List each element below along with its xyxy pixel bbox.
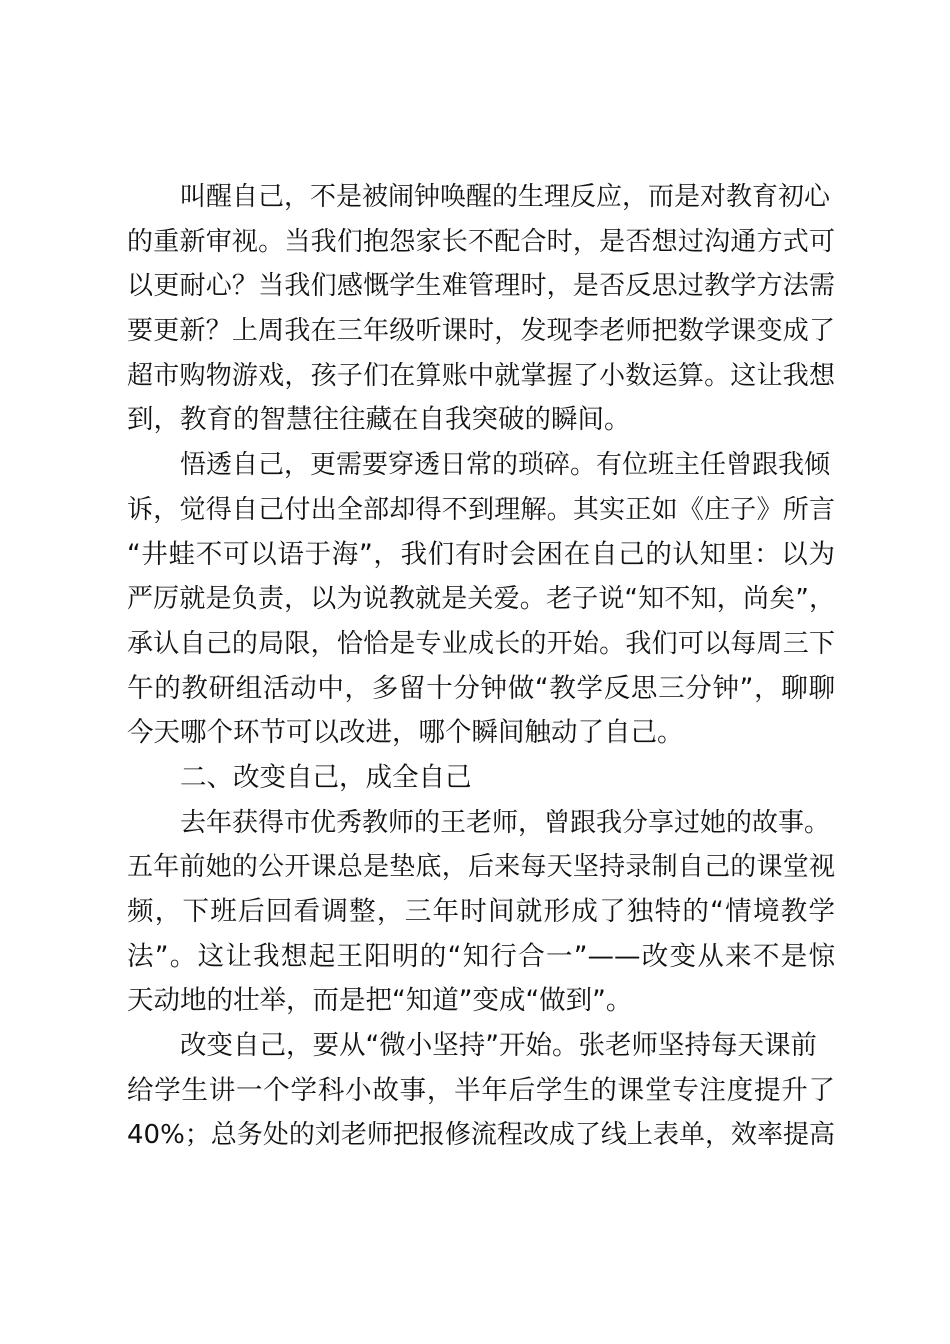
paragraph-line: 严厉就是负责，以为说教就是关爱。老子说“知不知，尚矣”， <box>127 584 835 615</box>
paragraph-line: 叫醒自己，不是被闹钟唤醒的生理反应，而是对教育初心 <box>180 182 831 212</box>
paragraph-line: “井蛙不可以语于海”，我们有时会困在自己的认知里：以为 <box>127 538 835 570</box>
section-heading: 二、改变自己，成全自己 <box>180 761 472 793</box>
paragraph-line: 五年前她的公开课总是垫底，后来每天坚持录制自己的课堂视 <box>127 852 835 883</box>
paragraph-line: 天动地的壮举，而是把“知道”变成“做到”。 <box>127 985 633 1017</box>
paragraph-line: 悟透自己，更需要穿透日常的琐碎。有位班主任曾跟我倾 <box>180 450 831 481</box>
paragraph-line: 要更新？上周我在三年级听课时，发现李老师把数学课变成了 <box>127 316 835 347</box>
paragraph-line: 去年获得市优秀教师的王老师，曾跟我分享过她的故事。 <box>180 807 831 838</box>
paragraph-line: 今天哪个环节可以改进，哪个瞬间触动了自己。 <box>127 717 684 749</box>
paragraph-line: 午的教研组活动中，多留十分钟做“教学反思三分钟”，聊聊 <box>127 672 835 704</box>
paragraph-line: 承认自己的局限，恰恰是专业成长的开始。我们可以每周三下 <box>127 628 835 659</box>
paragraph-line: 40%；总务处的刘老师把报修流程改成了线上表单，效率提高 <box>127 1120 835 1151</box>
paragraph-line: 到，教育的智慧往往藏在自我突破的瞬间。 <box>127 404 631 436</box>
paragraph-line: 以更耐心？当我们感慨学生难管理时，是否反思过教学方法需 <box>127 271 835 302</box>
paragraph-line: 超市购物游戏，孩子们在算账中就掌握了小数运算。这让我想 <box>127 360 835 391</box>
paragraph-line: 频，下班后回看调整，三年时间就形成了独特的“情境教学 <box>127 896 835 927</box>
paragraph-line: 的重新审视。当我们抱怨家长不配合时，是否想过沟通方式可 <box>127 226 835 257</box>
paragraph-line: 诉，觉得自己付出全部却得不到理解。其实正如《庄子》所言 <box>127 494 835 525</box>
paragraph-line: 改变自己，要从“微小坚持”开始。张老师坚持每天课前 <box>180 1030 817 1062</box>
body-text <box>127 175 835 1158</box>
paragraph-line: 给学生讲一个学科小故事，半年后学生的课堂专注度提升了 <box>127 1074 835 1106</box>
paragraph-line: 法”。这让我想起王阳明的“知行合一”——改变从来不是惊 <box>127 940 835 972</box>
